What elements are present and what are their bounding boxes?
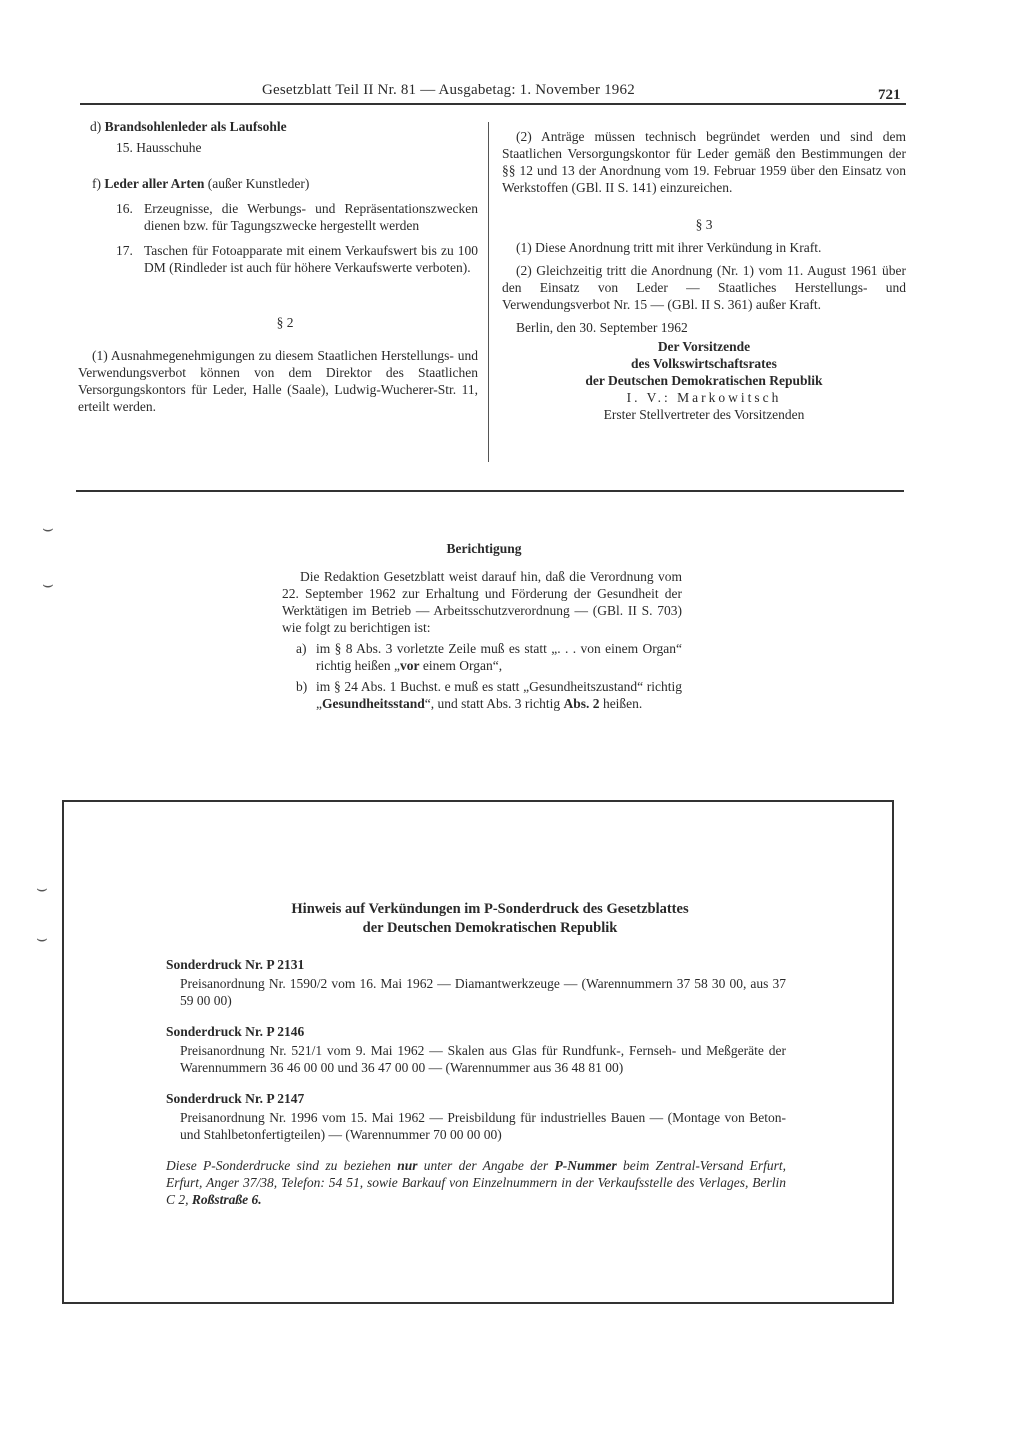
signature-line-5: Erster Stellvertreter des Vorsitzenden [603, 407, 805, 422]
notice-title-line-2: der Deutschen Demokratischen Republik [362, 920, 618, 936]
item-15: 15. Hausschuhe [116, 140, 202, 155]
section-2-heading: § 2 [276, 315, 294, 330]
item-f-title: Leder aller Arten [104, 176, 205, 191]
list-item [166, 1023, 786, 1076]
section-separator [76, 490, 904, 492]
signature-line-1: Der Vorsitzende [657, 339, 751, 354]
correction-intro: Die Redaktion Gesetzblatt weist darauf hin, daß die Verordnung vom 22. September 1962 zur Erhaltung und Förderung der Gesundheit der Werktätigen im Betrieb — Arbeitsschutzverordnung — (GBl. II S. 703) wie folgt zu berichtigen ist: [282, 569, 682, 635]
margin-mark: ⌣ [42, 518, 54, 539]
notice-item-text: Preisanordnung Nr. 1996 vom 15. Mai 1962 — Preisbildung für industrielles Bauen — (Montage von Beton- und Stahlbetonfertigteilen) — (Warennummer 70 00 00 00) [180, 1110, 786, 1142]
item-16-number: 16. [116, 201, 133, 216]
correction-body [282, 568, 682, 712]
item-f-label: f) [92, 176, 101, 191]
notice-item-head: Sonderdruck Nr. P 2147 [166, 1091, 305, 1106]
notice-item-text: Preisanordnung Nr. 1590/2 vom 16. Mai 1962 — Diamantwerkzeuge — (Warennummern 37 58 30 00, aus 37 59 00 00) [180, 976, 786, 1008]
item-17-number: 17. [116, 243, 133, 258]
correction-b-label: b) [296, 679, 308, 694]
margin-mark: ⌣ [36, 928, 48, 949]
section-3-paragraph-2: (2) Gleichzeitig tritt die Anordnung (Nr. 1) vom 11. August 1961 über den Einsatz von Leder — Staatliches Herstellungs- und Verwendungsverbot Nr. 15 — (GBl. II S. 361) außer Kraft. [502, 263, 906, 312]
margin-mark: ⌣ [36, 878, 48, 899]
signature-date: Berlin, den 30. September 1962 [516, 320, 688, 335]
correction-a-label: a) [296, 641, 307, 656]
section-3-paragraph-1: (1) Diese Anordnung tritt mit ihrer Verkündung in Kraft. [516, 240, 822, 255]
column-divider [488, 122, 489, 462]
right-column [502, 128, 906, 423]
item-f-title-suffix: (außer Kunstleder) [207, 176, 310, 191]
item-17-text: Taschen für Fotoapparate mit einem Verkaufswert bis zu 100 DM (Rindleder ist auch für höhere Verkaufswerte verboten). [144, 243, 478, 275]
section-2-paragraph-2: (2) Anträge müssen technisch begründet werden und sind dem Staatlichen Versorgungskontor für Leder gemäß den Bestimmungen der §§ 12 und 13 der Anordnung vom 19. Februar 1959 über den Einsatz von Werkstoffen (GBl. II S. 141) einzureichen. [502, 129, 906, 195]
correction-a-text: im § 8 Abs. 3 vorletzte Zeile muß es statt „. . . von einem Organ“ richtig heißen „vor einem Organ“, [316, 641, 682, 673]
notice-title-line-1: Hinweis auf Verkündungen im P-Sonderdruck des Gesetzblattes [291, 901, 689, 917]
left-column [78, 118, 478, 415]
page-header: Gesetzblatt Teil II Nr. 81 — Ausgabetag: 1. November 1962 [262, 82, 635, 98]
notice-item-head: Sonderdruck Nr. P 2146 [166, 1024, 305, 1039]
list-item [166, 1090, 786, 1143]
notice-footer: Diese P-Sonderdrucke sind zu beziehen nur unter der Angabe der P-Nummer beim Zentral-Versand Erfurt, Erfurt, Anger 37/38, Telefon: 54 51, sowie Barkauf von Einzelnummern in der Verkaufsstelle des Verlages, Berlin C 2, Roßstraße 6. [166, 1158, 786, 1207]
list-item [166, 956, 786, 1009]
header-rule [80, 103, 906, 105]
item-16-text: Erzeugnisse, die Werbungs- und Repräsentationszwecken dienen bzw. für Tagungszwecke hergestellt werden [144, 201, 478, 233]
notice-item-text: Preisanordnung Nr. 521/1 vom 9. Mai 1962 — Skalen aus Glas für Rundfunk-, Fernseh- und Meßgeräte der Warennummern 36 46 00 00 und 36 47 00 00 — (Warennummer aus 36 48 81 00) [180, 1043, 786, 1075]
signature-line-4: I. V.: Markowitsch [626, 390, 782, 405]
notice-item-head: Sonderdruck Nr. P 2131 [166, 957, 305, 972]
item-d-label: d) [90, 119, 102, 134]
item-d-title: Brandsohlenleder als Laufsohle [104, 119, 287, 134]
section-3-heading: § 3 [695, 217, 713, 232]
page-number: 721 [878, 87, 901, 103]
correction-title: Berichtigung [446, 541, 522, 556]
signature-line-3: der Deutschen Demokratischen Republik [585, 373, 823, 388]
section-2-paragraph: (1) Ausnahmegenehmigungen zu diesem Staatlichen Herstellungs- und Verwendungsverbot können von dem Direktor des Staatlichen Versorgungskontors für Leder, Halle (Saale), Ludwig-Wucherer-Str. 11, erteilt werden. [78, 348, 478, 414]
margin-mark: ⌣ [42, 574, 54, 595]
notice-list [166, 956, 786, 1208]
correction-b-text: im § 24 Abs. 1 Buchst. e muß es statt „Gesundheitszustand“ richtig „Gesundheitsstand“, und statt Abs. 3 richtig Abs. 2 heißen. [316, 679, 682, 711]
signature-line-2: des Volkswirtschaftsrates [631, 356, 777, 371]
notice-title [200, 900, 780, 938]
